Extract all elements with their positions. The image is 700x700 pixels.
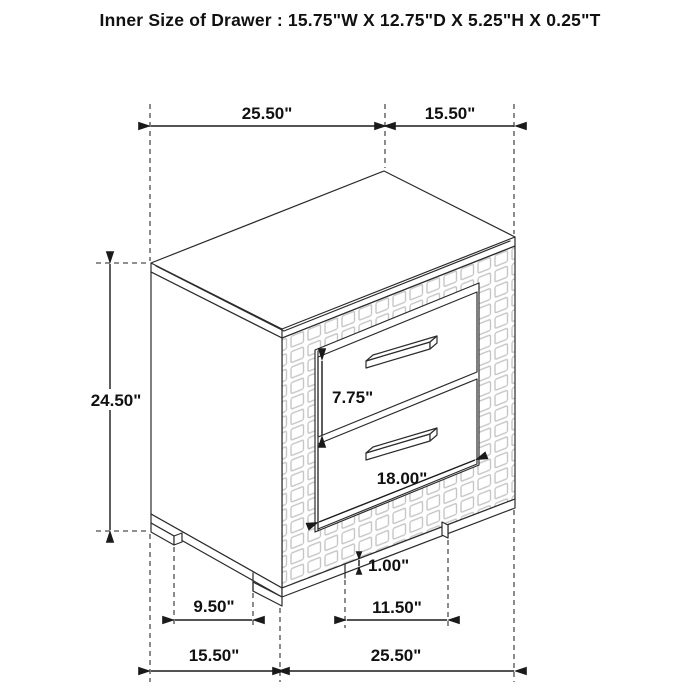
dim-label-top-width: 25.50" [241, 104, 293, 123]
dim-label-side-leg-spacing: 9.50" [193, 597, 235, 616]
dim-label-drawer-width: 18.00" [376, 469, 428, 488]
foot-front-right-side-face [442, 522, 448, 538]
dim-label-bottom-depth: 15.50" [188, 646, 240, 665]
dim-label-overall-height: 24.50" [90, 391, 142, 410]
dim-label-front-leg-spacing: 11.50" [372, 598, 422, 617]
dim-label-drawer-height: 7.75" [332, 388, 374, 407]
dim-label-base-height: 1.00" [368, 556, 410, 575]
dim-label-bottom-width: 25.50" [370, 646, 422, 665]
page-title: Inner Size of Drawer : 15.75"W X 12.75"D X 5.25"H X 0.25"T [99, 10, 601, 30]
dim-label-top-depth: 15.50" [424, 104, 476, 123]
